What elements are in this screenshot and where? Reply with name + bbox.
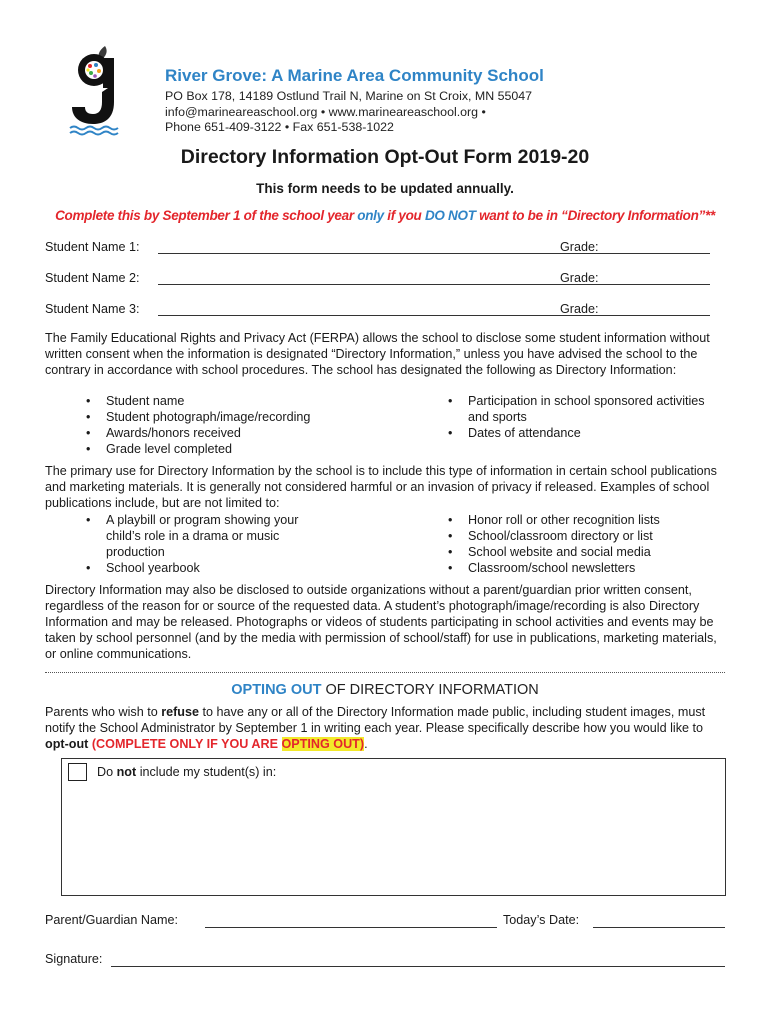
student-name-1-row [45, 240, 710, 258]
list-item: • Participation in school sponsored activities and sports [448, 393, 728, 425]
signature-input[interactable] [111, 966, 725, 967]
school-phone: Phone 651-409-3122 • Fax 651-538-1022 [165, 120, 394, 134]
opt-out-checkbox[interactable] [68, 763, 87, 781]
list-item: • A playbill or program showing your child’s role in a drama or music production [86, 512, 336, 560]
directory-items-right [448, 393, 728, 441]
section-divider [45, 672, 725, 673]
parent-guardian-label: Parent/Guardian Name: [45, 913, 179, 927]
publications-left [86, 512, 416, 576]
student-name-1-input[interactable] [158, 253, 602, 254]
list-item: • Honor roll or other recognition lists [448, 512, 728, 528]
student-name-2-row [45, 271, 710, 289]
todays-date-input[interactable] [593, 927, 725, 928]
list-item: • School/classroom directory or list [448, 528, 728, 544]
list-item: • Awards/honors received [86, 425, 416, 441]
list-item: • Student photograph/image/recording [86, 409, 416, 425]
grade-1-label: Grade: [560, 240, 599, 254]
grade-3-input[interactable] [602, 315, 710, 316]
publications-right [448, 512, 728, 576]
todays-date-label: Today’s Date: [503, 913, 580, 927]
list-item: • Student name [86, 393, 416, 409]
student-name-2-input[interactable] [158, 284, 602, 285]
school-address: PO Box 178, 14189 Ostlund Trail N, Marine on St Croix, MN 55047 [165, 89, 533, 103]
list-item: • Dates of attendance [448, 425, 728, 441]
school-name: River Grove: A Marine Area Community School [165, 66, 544, 85]
primary-use-paragraph: The primary use for Directory Information by the school is to include this type of information in certain school publications and marketing materials. It is generally not considered harmful or an invasion of privacy if released. Examples of school publications include, but are not limited to: [45, 464, 717, 510]
form-title: Directory Information Opt-Out Form 2019-20 [180, 146, 590, 168]
student-name-3-row [45, 302, 710, 320]
grade-3-label: Grade: [560, 302, 599, 316]
student-name-3-input[interactable] [158, 315, 602, 316]
grade-2-input[interactable] [602, 284, 710, 285]
opt-out-checkbox-label: Do not include my student(s) in: [97, 765, 277, 779]
deadline-notice: Complete this by September 1 of the school year only if you DO NOT want to be in “Directory Information”** [55, 208, 715, 223]
student-name-1-label: Student Name 1: [45, 240, 140, 254]
school-contact: info@marineareaschool.org • www.marineareaschool.org • [165, 105, 486, 119]
outside-disclosure-paragraph: Directory Information may also be disclosed to outside organizations without a parent/guardian prior written consent, regardless of the reason for or source of the requested data. A student’s photograph/image/recording is also Directory Information and may be released. Photographs or videos of students participating in school activities and events may be taken by school personnel (and by the media with permission of school/staff) for use in publications, marketing materials, or online communications. [45, 583, 717, 661]
list-item: • School website and social media [448, 544, 728, 560]
signature-label: Signature: [45, 952, 103, 966]
list-item: • School yearbook [86, 560, 416, 576]
student-name-3-label: Student Name 3: [45, 302, 140, 316]
school-g-logo-icon [66, 44, 122, 136]
student-name-2-label: Student Name 2: [45, 271, 140, 285]
directory-items-left [86, 393, 416, 457]
parent-guardian-input[interactable] [205, 927, 497, 928]
opt-out-heading: OPTING OUT OF DIRECTORY INFORMATION [231, 682, 539, 698]
ferpa-paragraph: The Family Educational Rights and Privacy Act (FERPA) allows the school to disclose some student information without written consent when the information is designated “Directory Information,” unless you have advised the school to the contrary in accordance with school procedures. The school has designated the following as Directory Information: [45, 331, 710, 377]
list-item: • Grade level completed [86, 441, 416, 457]
list-item: • Classroom/school newsletters [448, 560, 728, 576]
form-subtitle: This form needs to be updated annually. [256, 181, 514, 196]
opt-out-instructions: Parents who wish to refuse to have any or all of the Directory Information made public, including student images, must notify the School Administrator by September 1 in writing each year. Please specifically describe how you would like to opt-out (COMPLETE ONLY IF YOU ARE OPTING OUT). [45, 705, 706, 751]
opt-out-details-box[interactable] [61, 758, 726, 896]
grade-1-input[interactable] [602, 253, 710, 254]
grade-2-label: Grade: [560, 271, 599, 285]
